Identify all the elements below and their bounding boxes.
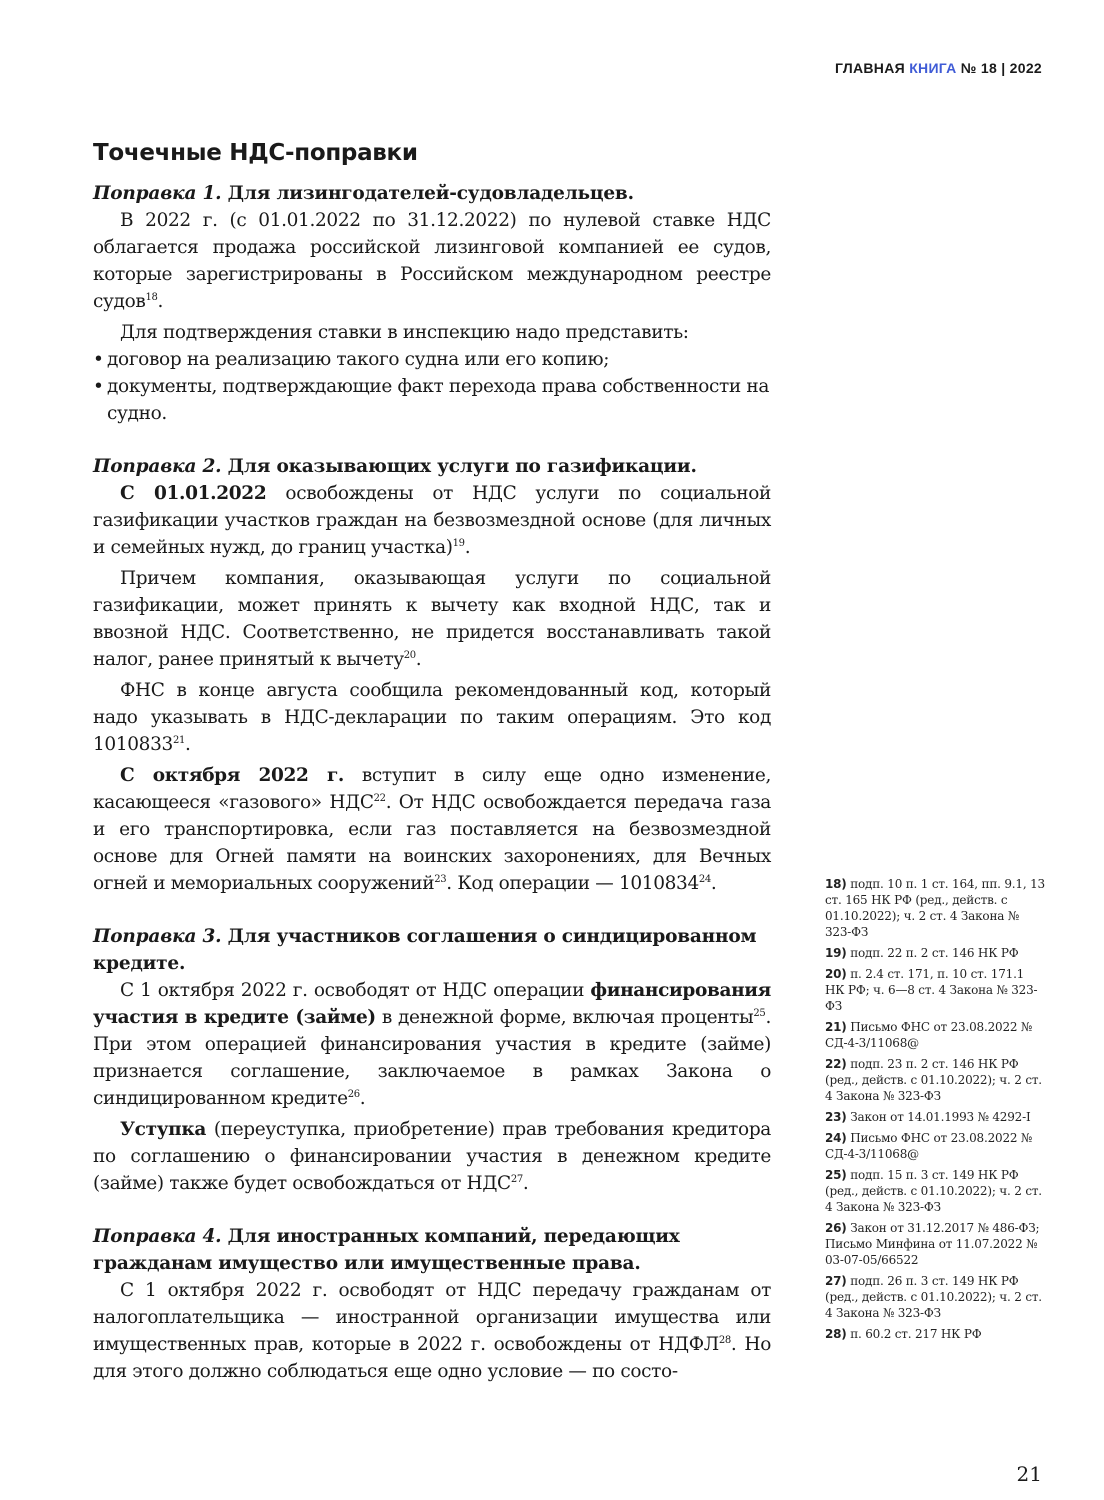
paragraph: Для подтверждения ставки в инспекцию надо представить: [120,322,689,343]
footnote-ref[interactable]: 28 [718,1335,731,1346]
text: освобождены от НДС услуги по социальной газификации участков граждан на безвозмездной основе (для личных и семейных нужд, до границ участка) [93,483,771,558]
footnote-number: 26) [825,1221,847,1235]
section-number: Поправка 4. [93,1226,222,1247]
text: В 2022 г. (с 01.01.2022 по 31.12.2022) по нулевой ставке НДС облагается продажа российской лизинговой компанией ее судов, которые зарегистрированы в Российском международном реестре судов [93,210,771,312]
footnote-number: 21) [825,1020,847,1034]
text: . [464,537,471,558]
footnote [825,966,1047,1014]
footnote [825,1167,1047,1215]
section-amendment-4 [93,1223,771,1385]
footnote-number: 20) [825,967,847,981]
footnote-number: 23) [825,1110,847,1124]
footnote-ref[interactable]: 22 [373,793,386,804]
text: С 1 октября 2022 г. освободят от НДС передачу гражданам от налогоплательщика — иностранной организации имущества или имущественных прав, которые в 2022 г. освобождены от НДФЛ [93,1280,771,1355]
footnote-text: Письмо ФНС от 23.08.2022 № СД-4-3/11068@ [825,1131,1033,1161]
header-accent: КНИГА [909,60,957,76]
list-item: • договор на реализацию такого судна или его копию; [93,346,771,373]
section-heading [93,180,771,207]
footnote-text: Письмо ФНС от 23.08.2022 № СД-4-3/11068@ [825,1020,1033,1050]
footnote-text: Закон от 31.12.2017 № 486-ФЗ; Письмо Минфина от 11.07.2022 № 03-07-05/66522 [825,1221,1040,1267]
footnote-number: 19) [825,946,847,960]
footnote-number: 28) [825,1327,847,1341]
footnote-ref[interactable]: 26 [347,1089,360,1100]
text: . [522,1173,529,1194]
text: . От НДС освобождается передача газа и его транспортировка, если газ поставляется на безвозмездной основе для Огней памяти на воинских захоронениях, для Вечных огней и мемориальных сооружений [93,792,771,894]
section-amendment-2 [93,453,771,897]
footnote [825,945,1047,961]
section-title: Для иностранных компаний, передающих гражданам имущество или имущественные права. [93,1226,680,1274]
text: . Но для этого должно соблюдаться еще одно условие — по состо- [93,1334,771,1382]
footnote [825,876,1047,940]
bold-text: С 01.01.2022 [120,483,267,504]
section-number: Поправка 1. [93,183,222,204]
text: в денежной форме, включая проценты [375,1007,754,1028]
text: Причем компания, оказывающая услуги по социальной газификации, может принять к вычету как входной НДС, так и ввозной НДС. Соответственно, не придется восстанавливать такой налог, ранее принятый к вычету [93,568,771,670]
text: . [359,1088,366,1109]
footnote [825,1273,1047,1321]
paragraph [93,565,771,673]
text: . [184,734,191,755]
footnote-ref[interactable]: 21 [172,735,185,746]
footnote-text: подп. 23 п. 2 ст. 146 НК РФ (ред., действ. с 01.10.2022); ч. 2 ст. 4 Закона № 323-ФЗ [825,1057,1042,1103]
section-heading [93,923,771,977]
footnote-text: подп. 15 п. 3 ст. 149 НК РФ (ред., действ. с 01.10.2022); ч. 2 ст. 4 Закона № 323-ФЗ [825,1168,1042,1214]
header-issue: № 18 | 2022 [960,60,1042,76]
text: . Код операции — 1010834 [446,873,699,894]
footnote-text: подп. 10 п. 1 ст. 164, пп. 9.1, 13 ст. 165 НК РФ (ред., действ. с 01.10.2022); ч. 2 ст. 4 Закона № 323-ФЗ [825,877,1045,939]
page-title: Точечные НДС-поправки [93,140,418,166]
footnotes-column [825,876,1047,1347]
footnote-ref[interactable]: 20 [403,650,416,661]
footnote [825,1326,1047,1342]
section-heading [93,1223,771,1277]
footnote-ref[interactable]: 18 [145,292,158,303]
footnote-number: 18) [825,877,847,891]
bullet-list [93,346,771,427]
footnote-ref[interactable]: 23 [434,874,447,885]
footnote-ref[interactable]: 19 [452,538,465,549]
bold-text: финансирования участия в кредите (займе) [93,980,771,1028]
section-title: Для лизингодателей-судовладельцев. [227,183,634,204]
footnote [825,1130,1047,1162]
footnote-text: п. 2.4 ст. 171, п. 10 ст. 171.1 НК РФ; ч. 6—8 ст. 4 Закона № 323-ФЗ [825,967,1038,1013]
footnote-number: 27) [825,1274,847,1288]
text: ФНС в конце августа сообщила рекомендованный код, который надо указывать в НДС-декларации по таким операциям. Это код 1010833 [93,680,771,755]
page-number: 21 [1016,1462,1042,1486]
text: . При этом операцией финансирования участия в кредите (займе) признается соглашение, заключаемое в рамках Закона о синдицированном кредите [93,1007,771,1109]
article-body [93,140,771,1411]
text: . [415,649,422,670]
footnote [825,1019,1047,1051]
paragraph [93,480,771,561]
section-number: Поправка 2. [93,456,222,477]
section-amendment-3 [93,923,771,1197]
footnote-ref[interactable]: 25 [753,1008,766,1019]
section-heading [93,453,771,480]
section-number: Поправка 3. [93,926,222,947]
footnote-number: 25) [825,1168,847,1182]
bold-text: Уступка [120,1119,207,1140]
footnote-text: подп. 22 п. 2 ст. 146 НК РФ [850,946,1019,960]
text: . [710,873,717,894]
header-prefix: ГЛАВНАЯ [834,60,905,76]
footnote-text: п. 60.2 ст. 217 НК РФ [850,1327,982,1341]
footnote-text: подп. 26 п. 3 ст. 149 НК РФ (ред., действ. с 01.10.2022); ч. 2 ст. 4 Закона № 323-ФЗ [825,1274,1042,1320]
text: С 1 октября 2022 г. освободят от НДС операции [120,980,591,1001]
footnote-number: 22) [825,1057,847,1071]
section-title: Для участников соглашения о синдицированном кредите. [93,926,757,974]
running-header [835,60,1042,76]
text: . [157,291,164,312]
footnote-ref[interactable]: 27 [510,1174,523,1185]
footnote-text: Закон от 14.01.1993 № 4292-I [850,1110,1031,1124]
section-amendment-1 [93,180,771,427]
paragraph [93,1116,771,1197]
bold-text: С октября 2022 г. [120,765,345,786]
text: (переуступка, приобретение) прав требования кредитора по соглашению о финансировании участия в денежном кредите (займе) также будет освобождаться от НДС [93,1119,771,1194]
text: вступит в силу еще одно изменение, касающееся «газового» НДС [93,765,771,813]
section-title: Для оказывающих услуги по газификации. [227,456,697,477]
footnote [825,1220,1047,1268]
paragraph [93,977,771,1112]
footnote-ref[interactable]: 24 [698,874,711,885]
footnote-number: 24) [825,1131,847,1145]
paragraph [93,1277,771,1385]
paragraph [93,207,771,315]
footnote [825,1056,1047,1104]
paragraph [93,762,771,897]
footnote [825,1109,1047,1125]
paragraph [93,677,771,758]
list-item: • документы, подтверждающие факт перехода права собственности на судно. [93,373,771,427]
